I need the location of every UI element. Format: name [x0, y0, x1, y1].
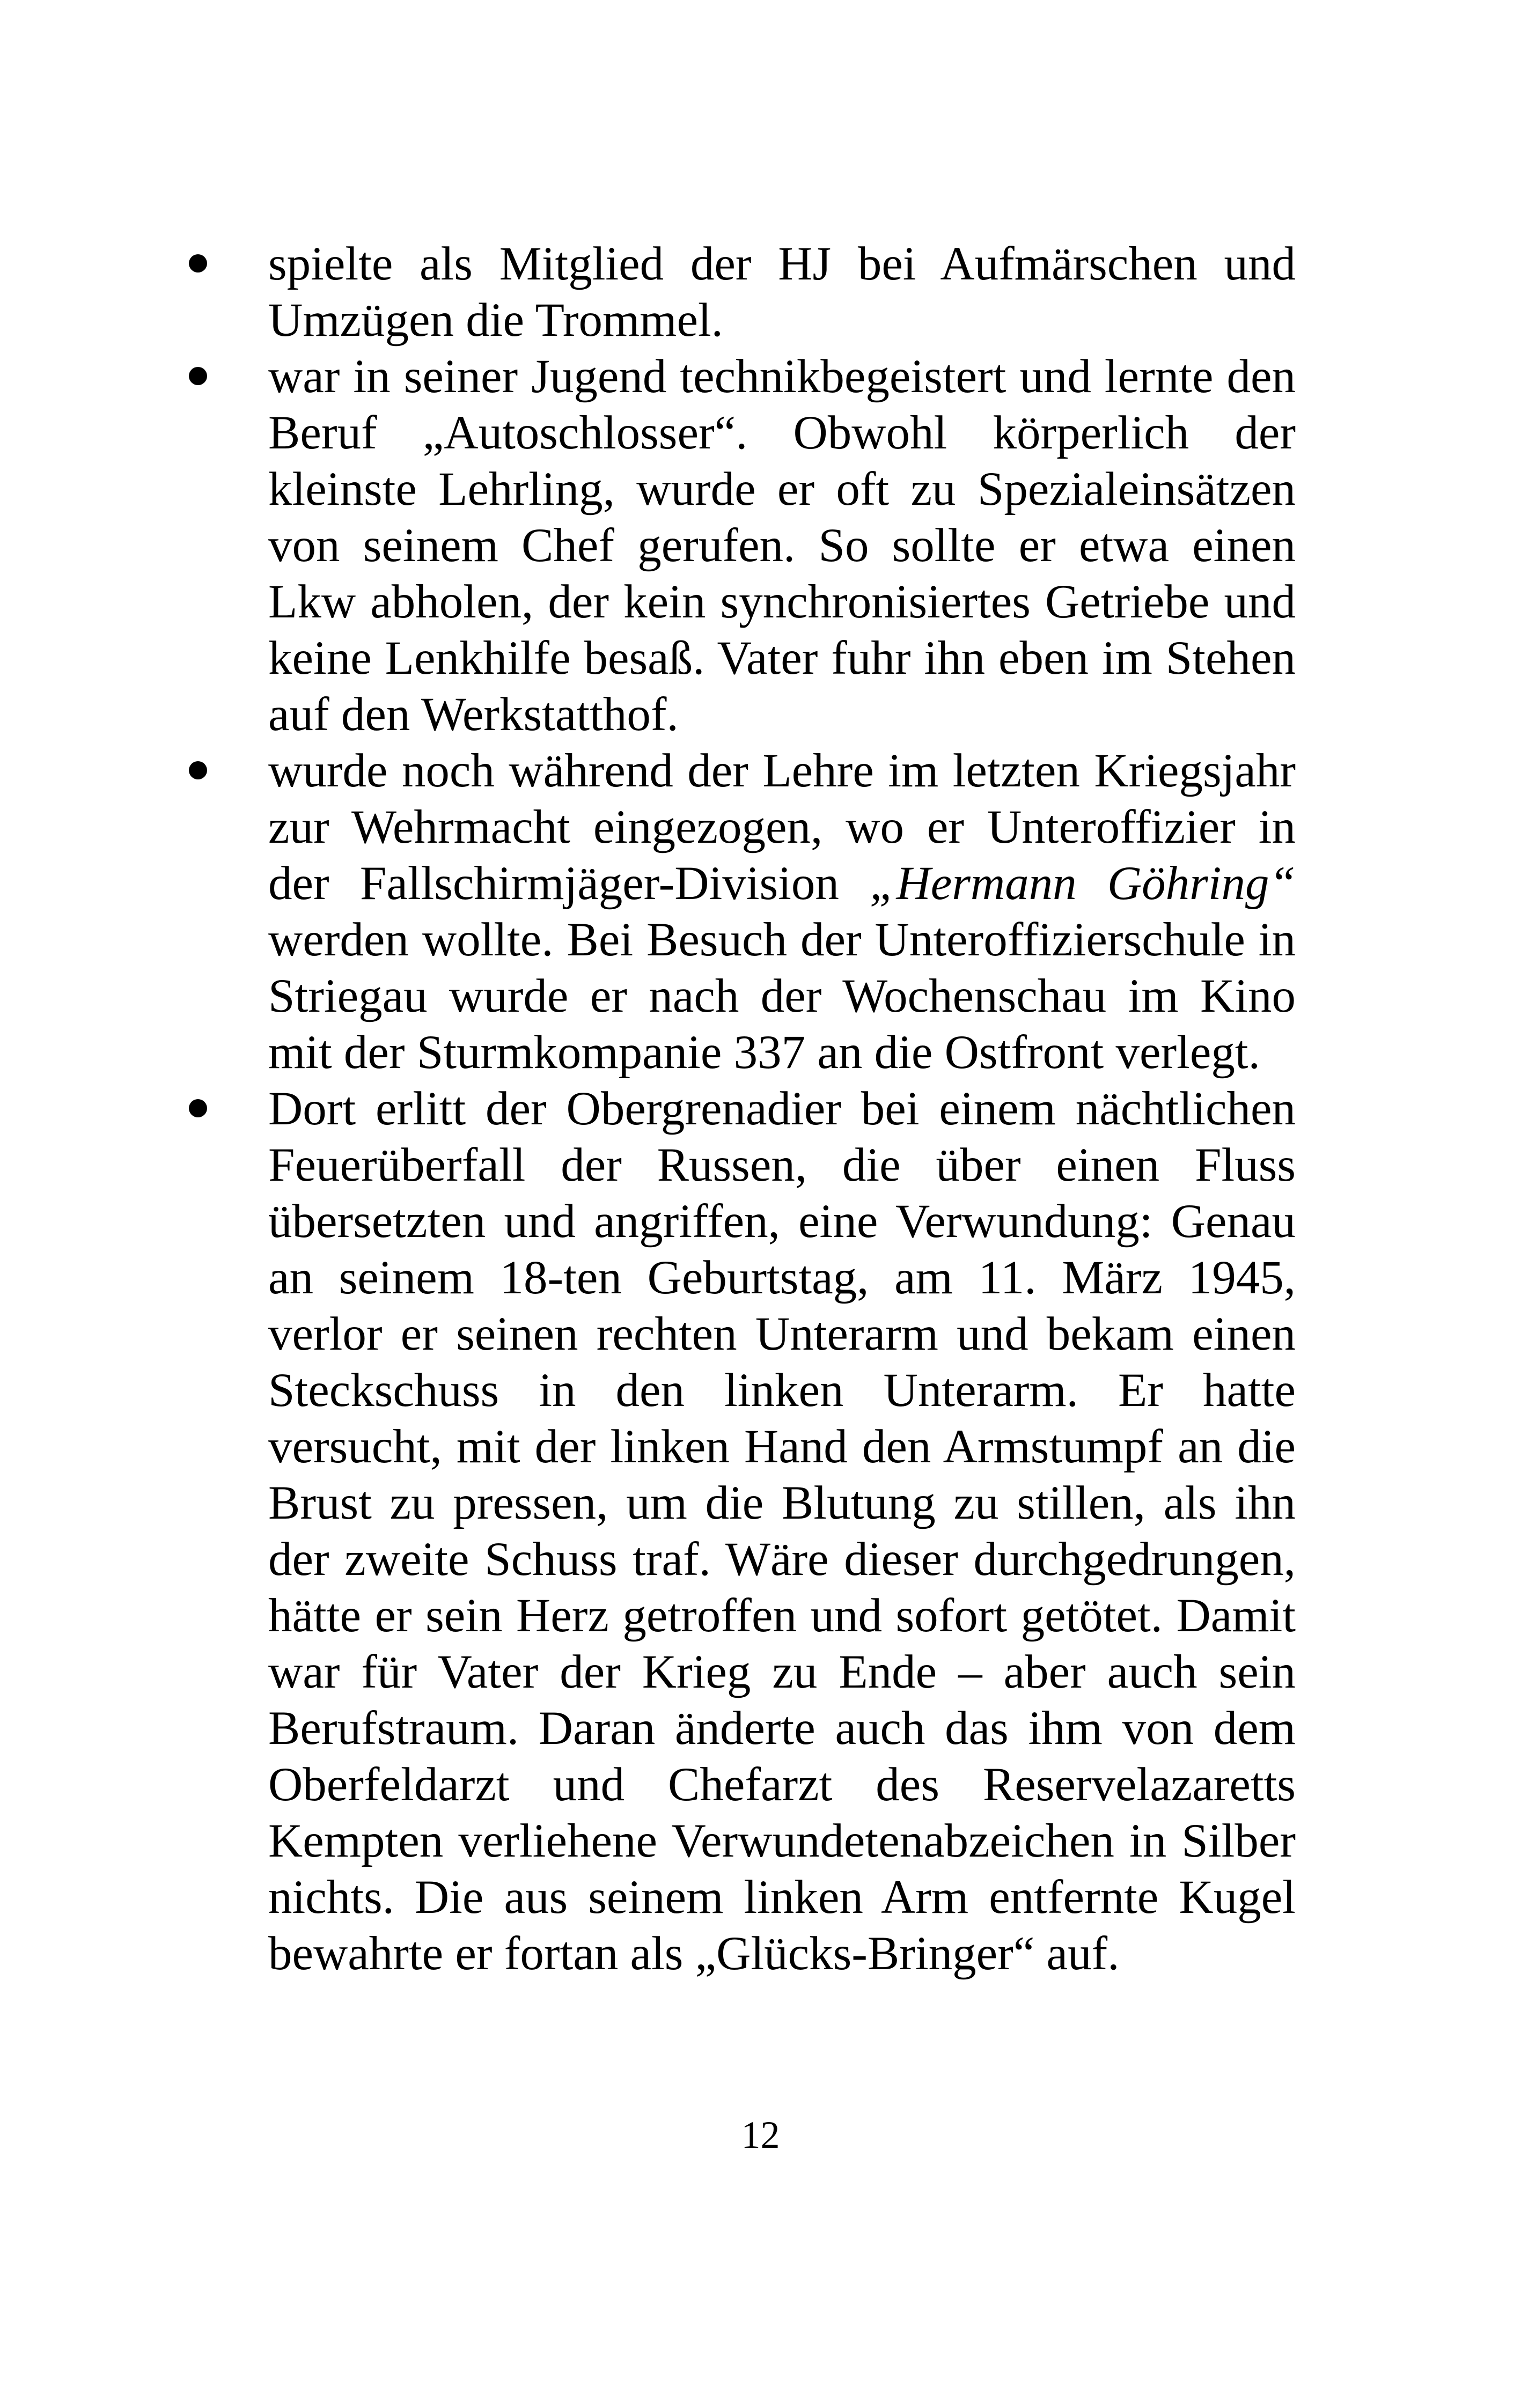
page-number: 12: [741, 2114, 780, 2156]
bullet-icon: [189, 1099, 207, 1117]
list-item-text: spielte als Mitglied der HJ bei Aufmärschen und Umzügen die Trommel.: [268, 238, 1296, 347]
division-name: „Hermann Göhring“: [870, 857, 1296, 910]
list-item-text: war in seiner Jugend technikbegeistert und lernte den Beruf „Autoschlosser“. Obwohl körperlich der kleinste Lehrling, wurde er oft zu Spezialeinsätzen von seinem Chef gerufen. So sollte er etwa einen Lkw abholen, der kein synchronisiertes Getriebe und keine Lenkhilfe besaß. Vater fuhr ihn eben im Stehen auf den Werkstatthof.: [268, 350, 1296, 741]
page-body: [182, 236, 1296, 1982]
list-item-text-after: werden wollte. Bei Besuch der Unteroffizierschule in Striegau wurde er nach der Wochenschau im Kino mit der Sturmkompanie 337 an die Ostfront verlegt.: [268, 914, 1296, 1079]
list-item-text: Dort erlitt der Obergrenadier bei einem nächtlichen Feuerüberfall der Russen, die über einen Fluss übersetzten und angriffen, eine Verwundung: Genau an seinem 18-ten Geburtstag, am 11. März 1945, verlor er seinen rechten Unterarm und bekam einen Steckschuss in den linken Unterarm. Er hatte versucht, mit der linken Hand den Armstumpf an die Brust zu pressen, um die Blutung zu stillen, als ihn der zweite Schuss traf. Wäre dieser durchgedrungen, hätte er sein Herz getroffen und sofort getötet. Damit war für Vater der Krieg zu Ende – aber auch sein Berufstraum. Daran änderte auch das ihm von dem Oberfeldarzt und Chefarzt des Reservelazaretts Kempten verliehene Verwundetenabzeichen in Silber nichts. Die aus seinem linken Arm entfernte Kugel bewahrte er fortan als „Glücks-Bringer“ auf.: [268, 1083, 1296, 1980]
bullet-icon: [189, 761, 207, 779]
list-item-text-before: wurde noch während der Lehre im letzten Kriegsjahr zur Wehrmacht eingezogen, wo er Unteroffizier in der Fallschirmjäger-Division: [268, 745, 1296, 910]
bullet-list: [182, 236, 1296, 1982]
list-item: [182, 1081, 1296, 1982]
list-item: [182, 743, 1296, 1081]
list-item: [182, 349, 1296, 743]
bullet-icon: [189, 367, 207, 385]
bullet-icon: [189, 254, 207, 273]
list-item: [182, 236, 1296, 349]
